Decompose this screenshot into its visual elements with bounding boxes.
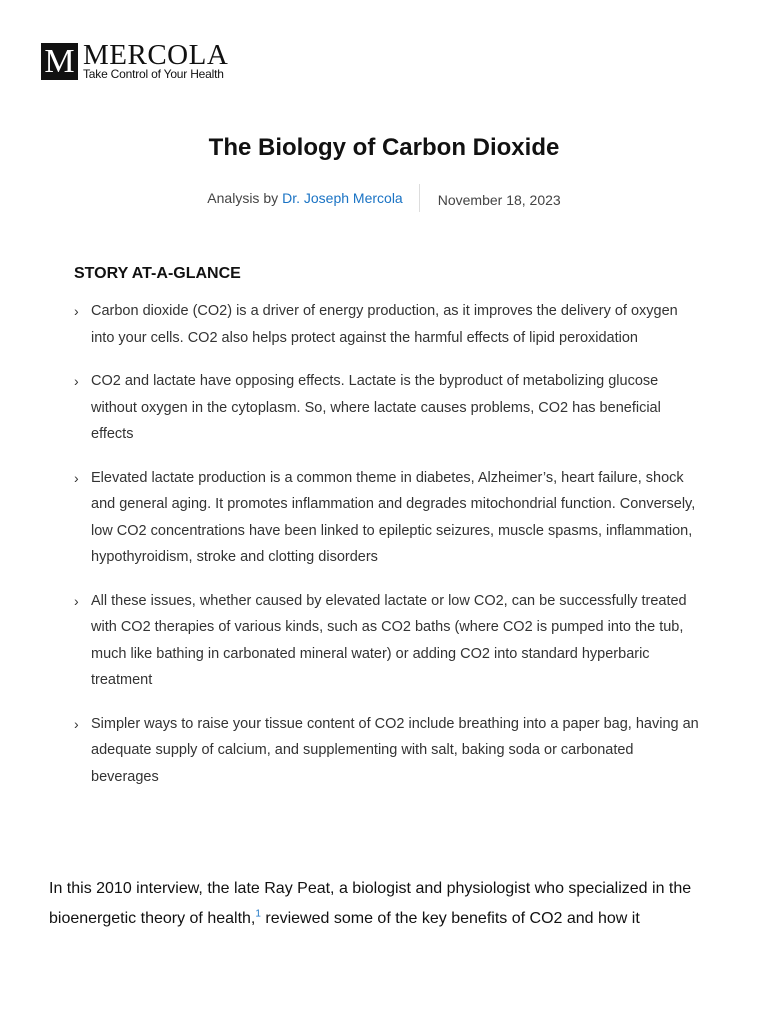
body-text-end: reviewed some of the key benefits of CO2 and how it: [260, 910, 640, 927]
glance-heading: STORY AT-A-GLANCE: [74, 265, 241, 282]
logo-wordmark: [83, 39, 229, 81]
glance-item: [74, 298, 704, 351]
publish-date: November 18, 2023: [437, 192, 561, 208]
glance-item-text: Carbon dioxide (CO2) is a driver of energy production, as it improves the delivery of oxygen into your cells. CO2 also helps protect against the harmful effects of lipid peroxidation: [91, 303, 678, 346]
body-text-start: In this 2010 interview, the late Ray Peat, a biologist and physiologist who specialized in the bioenergetic theory of health,: [49, 880, 692, 927]
byline-prefix: Analysis by: [207, 190, 279, 206]
glance-item-text: All these issues, whether caused by elevated lactate or low CO2, can be successfully treated with CO2 therapies of various kinds, such as CO2 baths (where CO2 is pumped into the tub, much like bathing in carbonated mineral water) or adding CO2 into standard hyperbaric treatment: [91, 592, 687, 688]
story-at-a-glance: [74, 264, 704, 807]
chevron-right-icon: ›: [74, 715, 79, 732]
chevron-right-icon: ›: [74, 469, 79, 486]
article-byline: [0, 184, 768, 212]
article-body-paragraph: [49, 874, 719, 934]
site-logo[interactable]: [41, 39, 229, 81]
chevron-right-icon: ›: [74, 373, 79, 389]
glance-item: [74, 711, 704, 791]
chevron-right-icon: ›: [74, 303, 79, 319]
chevron-right-icon: ›: [74, 592, 79, 609]
logo-name: MERCOLA: [83, 39, 229, 71]
author-link[interactable]: Dr. Joseph Mercola: [282, 190, 403, 206]
footnote-link[interactable]: 1: [255, 908, 261, 920]
glance-item: [74, 588, 704, 694]
article-title: The Biology of Carbon Dioxide: [208, 134, 560, 161]
glance-list: [74, 298, 704, 790]
glance-item-text: CO2 and lactate have opposing effects. Lactate is the byproduct of metabolizing glucose without oxygen in the cytoplasm. So, where lactate causes problems, CO2 has beneficial effects: [91, 373, 661, 442]
logo-tagline: Take Control of Your Health: [83, 67, 224, 81]
glance-item: [74, 368, 704, 448]
author-block: [207, 184, 419, 212]
glance-item-text: Elevated lactate production is a common theme in diabetes, Alzheimer’s, heart failure, shock and general aging. It promotes inflammation and degrades mitochondrial function. Conversely, low CO2 concentrations have been linked to epileptic seizures, muscle spasms, inflammation, hypothyroidism, stroke and clotting disorders: [91, 469, 696, 565]
glance-item: [74, 465, 704, 571]
logo-mark: M: [41, 43, 78, 80]
glance-item-text: Simpler ways to raise your tissue content of CO2 include breathing into a paper bag, having an adequate supply of calcium, and supplementing with salt, baking soda or carbonated beverages: [91, 715, 699, 785]
